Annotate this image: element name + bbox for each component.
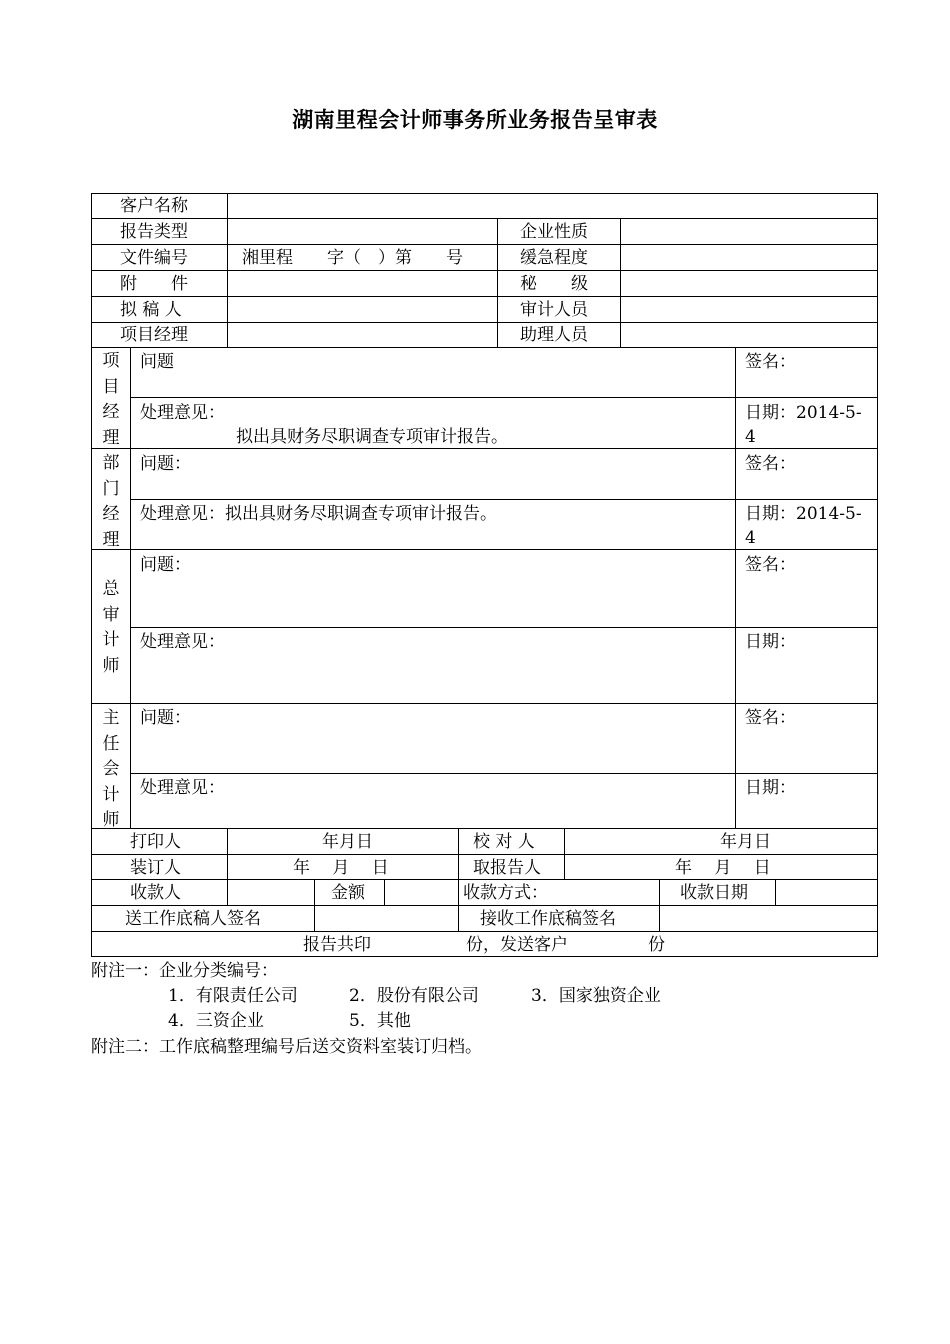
section-label-project-manager: 项 目 经 理 [102, 351, 120, 448]
proofread-date: 年月日 [720, 832, 771, 852]
enterprise-nature-label: 企业性质 [520, 222, 588, 242]
section2-date: 日期：2014-5- [745, 504, 862, 524]
note-item-4: 4．三资企业 [168, 1011, 264, 1031]
note-item-2: 2．股份有限公司 [349, 986, 479, 1006]
project-manager-label: 项目经理 [120, 325, 188, 345]
section1-question: 问题 [140, 352, 174, 372]
section4-sign: 签名： [745, 708, 796, 728]
section3-date: 日期： [745, 632, 796, 652]
section2-date-cont: 4 [745, 528, 756, 548]
note-two: 附注二：工作底稿整理编号后送交资料室装订归档。 [91, 1037, 482, 1057]
section3-question: 问题： [140, 555, 191, 575]
section4-opinion: 处理意见： [140, 778, 225, 798]
section3-opinion: 处理意见： [140, 632, 225, 652]
copies-label-b: 份，发送客户 [466, 935, 568, 955]
note-item-5: 5．其他 [349, 1011, 411, 1031]
page-title: 湖南里程会计师事务所业务报告呈审表 [292, 108, 658, 132]
copies-label-c: 份 [648, 935, 665, 955]
bind-date: 年 月 日 [293, 858, 389, 878]
secrecy-label: 秘 级 [520, 274, 588, 294]
printer-label: 打印人 [130, 832, 181, 852]
section1-opinion-text: 拟出具财务尽职调查专项审计报告。 [236, 427, 508, 447]
urgency-label: 缓急程度 [520, 248, 588, 268]
section-label-chief-auditor: 总 审 计 师 [102, 579, 120, 676]
file-number-label: 文件编号 [120, 248, 188, 268]
auditor-label: 审计人员 [520, 300, 588, 320]
section1-date: 日期：2014-5- [745, 403, 862, 423]
binder-label: 装订人 [130, 858, 181, 878]
section-label-department-manager: 部 门 经 理 [102, 453, 120, 550]
proofreader-label: 校 对 人 [473, 832, 535, 852]
section-label-chief-accountant: 主 任 会 计 师 [102, 708, 120, 830]
copies-label-a: 报告共印 [303, 935, 371, 955]
section1-date-cont: 4 [745, 427, 756, 447]
note-item-1: 1．有限责任公司 [168, 986, 298, 1006]
amount-label: 金额 [331, 883, 365, 903]
note-one: 附注一：企业分类编号： [91, 961, 278, 981]
print-date: 年月日 [322, 832, 373, 852]
payment-date-label: 收款日期 [680, 883, 748, 903]
payee-label: 收款人 [130, 883, 181, 903]
section1-opinion: 处理意见： [140, 403, 225, 423]
take-date: 年 月 日 [675, 858, 771, 878]
report-taker-label: 取报告人 [473, 858, 541, 878]
drafter-label: 拟 稿 人 [120, 300, 182, 320]
section3-sign: 签名： [745, 555, 796, 575]
payment-method-label: 收款方式： [463, 883, 548, 903]
file-number-value: 湘里程 字（ ）第 号 [242, 248, 463, 268]
section4-question: 问题： [140, 708, 191, 728]
section2-sign: 签名： [745, 454, 796, 474]
section1-sign: 签名： [745, 352, 796, 372]
section4-date: 日期： [745, 778, 796, 798]
attachment-label: 附 件 [120, 274, 188, 294]
assistant-label: 助理人员 [520, 325, 588, 345]
client-name-label: 客户名称 [120, 196, 188, 216]
sender-sign-label: 送工作底稿人签名 [125, 909, 261, 929]
note-item-3: 3．国家独资企业 [531, 986, 661, 1006]
section2-question: 问题： [140, 454, 191, 474]
section2-opinion: 处理意见：拟出具财务尽职调查专项审计报告。 [140, 504, 497, 524]
receiver-sign-label: 接收工作底稿签名 [480, 909, 616, 929]
report-type-label: 报告类型 [120, 222, 188, 242]
